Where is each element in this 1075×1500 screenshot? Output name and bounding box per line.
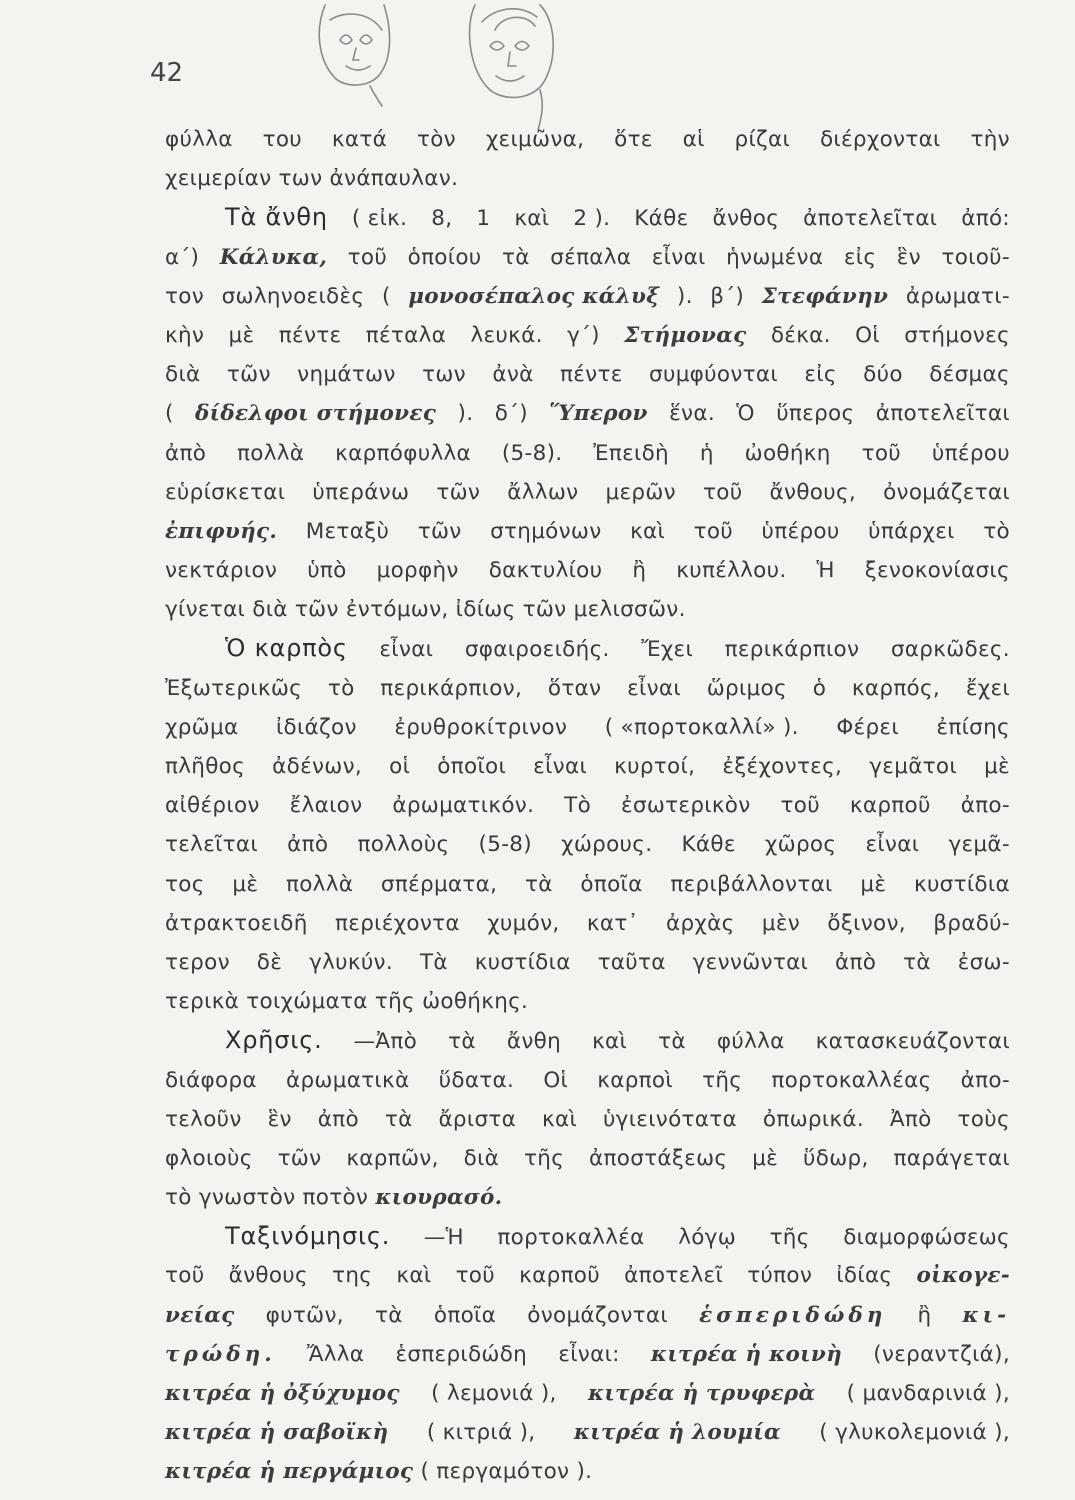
text-fragment: γεμᾶ- (948, 832, 1010, 858)
text-fragment: βραδύ- (933, 910, 1010, 936)
text-fragment: ὑπέρου (761, 518, 840, 544)
section-heading: Ταξινόμησις. (225, 1222, 391, 1251)
text-fragment: χρῶμα (165, 714, 239, 740)
emphasis-term: ἐπιφυής. (165, 518, 278, 544)
text-fragment: γεννῶνται (692, 949, 809, 975)
text-line (165, 316, 1010, 355)
text-fragment: τῶν (226, 362, 271, 388)
text-fragment: ταῦτα (597, 949, 666, 975)
text-fragment: παράγεται (893, 1145, 1010, 1171)
text-fragment: τύπον (747, 1263, 813, 1289)
text-fragment: ἀρωματικόν. (392, 793, 535, 819)
text-fragment: ἀποτελεῖται (875, 401, 1010, 427)
text-fragment: ). (676, 283, 693, 309)
text-fragment: ( εἰκ. (351, 206, 408, 232)
text-fragment: στήμονες (904, 322, 1010, 348)
emphasis-term: κιτρέα ἡ τρυφερὰ (587, 1381, 816, 1406)
text-fragment: φύλλα (716, 1029, 785, 1055)
text-fragment: των (422, 362, 466, 388)
emphasis-term: κιουρασό. (375, 1185, 503, 1211)
emphasis-term: κιτρέα ἡ ὀξύχυμος (165, 1381, 400, 1406)
emphasis-term: Στεφάνην (761, 283, 889, 309)
text-fragment: σαρκῶδες. (890, 637, 1010, 663)
text-fragment: ( γλυκολεμονιά ), (819, 1420, 1010, 1446)
text-fragment: ἢ (917, 1302, 932, 1328)
text-fragment: καρποῦ (519, 1263, 601, 1289)
text-fragment: Ἡ (816, 558, 835, 584)
text-line (165, 786, 1010, 825)
text-fragment: ὑπὸ (307, 558, 347, 584)
text-fragment: ἰδίας (836, 1263, 893, 1289)
text-line (165, 669, 1010, 708)
emphasis-term: κιτρέα ἡ κοινὴ (650, 1341, 843, 1367)
text-fragment: ( (165, 401, 174, 427)
text-fragment: κυπέλλου. (676, 558, 787, 584)
text-line (165, 1452, 1010, 1491)
text-fragment: τῶν (277, 1145, 322, 1171)
text-fragment: εἶναι (865, 832, 920, 858)
text-fragment: τὰ (375, 1302, 403, 1328)
text-fragment: τὸν (416, 127, 456, 152)
text-fragment: αἱ (682, 127, 705, 152)
text-fragment: ὁποῖα (433, 1302, 497, 1328)
text-fragment: χειμῶνα, (485, 127, 585, 152)
text-fragment: τοῦ (347, 244, 388, 270)
text-fragment: ἰδιάζον (275, 714, 357, 740)
text-fragment: εἶναι: (558, 1341, 620, 1367)
emphasis-term: οἰκογε- (916, 1263, 1010, 1289)
text-fragment: περικάρπιον (724, 637, 860, 663)
text-fragment: Κάθε (634, 206, 689, 232)
emphasis-term: νείας (165, 1302, 235, 1328)
text-fragment: ἀρχὰς (665, 910, 735, 936)
text-fragment: καὶ (396, 1263, 432, 1289)
text-fragment: πολλοὺς (357, 832, 450, 858)
text-fragment: δέσμας (929, 362, 1010, 388)
text-fragment: ἀνὰ (492, 362, 534, 388)
text-fragment: τοῦ (780, 793, 820, 819)
text-fragment: τὰ (502, 244, 530, 270)
text-fragment: τῆς (769, 1225, 810, 1251)
text-fragment: ὕπερος (776, 401, 855, 427)
text-fragment: ἐξέχοντες, (722, 754, 843, 779)
text-fragment: ὁποῖα (580, 871, 643, 897)
text-fragment: σπέρματα, (380, 871, 498, 897)
text-fragment: ὑπεράνω (312, 479, 410, 505)
text-fragment: ἄνθη (506, 1029, 562, 1055)
text-fragment: ἐρυθροκίτρινον (394, 714, 568, 740)
text-fragment: Φέρει (836, 714, 899, 740)
text-line (165, 1256, 1010, 1295)
text-fragment: ( (381, 283, 391, 309)
text-fragment: (5-8). (501, 440, 563, 466)
text-fragment: ὑγιεινότατα (602, 1106, 737, 1132)
text-fragment: Ἔχει (641, 637, 694, 663)
text-fragment: πέντε (560, 362, 623, 388)
text-fragment: πορτοκαλλέας (771, 1067, 932, 1093)
text-fragment: ). (457, 401, 474, 427)
text-fragment: φυτῶν, (265, 1302, 344, 1328)
text-fragment: νεκτάριον (165, 558, 278, 584)
text-fragment: ξενοκονίασις (864, 558, 1010, 584)
text-fragment: ἄνθους, (769, 479, 857, 505)
text-fragment: μερῶν (605, 479, 676, 505)
text-fragment: ἀτρακτοειδῆ (165, 910, 308, 936)
text-fragment: χειμερίαν των ἀνάπαυλαν. (165, 166, 459, 192)
text-fragment: ἓν (896, 244, 921, 270)
text-line (165, 1335, 1010, 1374)
text-fragment: ( περγαμότον ). (413, 1459, 593, 1485)
text-line (165, 1178, 1010, 1217)
text-fragment: καρπόφυλλα (335, 440, 471, 466)
text-fragment: γ΄) (567, 322, 600, 348)
text-fragment: τὰ (384, 1106, 413, 1132)
text-fragment: τοῦ (693, 518, 734, 544)
text-line (165, 1296, 1010, 1335)
text-fragment: ἀρωματικὰ (286, 1067, 410, 1093)
text-fragment: ἡνωμένα (726, 244, 824, 270)
text-fragment: τοῦ (455, 1263, 496, 1289)
text-line (165, 1374, 1010, 1413)
emphasis-term: Στήμονας (624, 322, 747, 348)
text-fragment: γεμᾶτοι (869, 754, 957, 779)
emphasis-term: κιτρέα ἡ σαβοϊκὴ (165, 1420, 389, 1446)
text-fragment: ἐσωτερικὸν (621, 793, 751, 819)
emphasis-term: τρώδη. (165, 1341, 276, 1367)
text-fragment: ἀποτελεῖ (624, 1263, 724, 1289)
emphasis-term: κι- (962, 1302, 1010, 1328)
text-line (165, 120, 1010, 159)
text-line (165, 1100, 1010, 1139)
text-fragment: ἀποστάξεως (589, 1145, 728, 1171)
text-fragment: λόγῳ (678, 1225, 736, 1251)
text-fragment: περιέχοντα (335, 910, 460, 936)
text-fragment: ἑσπεριδώδη (395, 1341, 528, 1367)
emphasis-term: κιτρέα ἡ περγάμιος (165, 1459, 414, 1485)
text-fragment: κατασκευάζονται (815, 1029, 1010, 1055)
text-fragment: ἀπὸ (287, 832, 329, 858)
text-fragment: Τὰ (419, 949, 448, 975)
text-fragment: οἱ (389, 754, 411, 779)
text-fragment: περικάρπιον, (380, 675, 523, 701)
text-fragment: ἀπὸ (835, 949, 877, 975)
text-fragment: (νεραντζιά), (873, 1341, 1010, 1367)
text-fragment: νημάτων (297, 362, 396, 388)
text-fragment: κατ᾽ (586, 910, 639, 936)
text-fragment: καὶ (592, 1029, 628, 1055)
text-line (165, 512, 1010, 551)
text-fragment: του (262, 127, 303, 152)
text-fragment: ὑπάρχει (868, 518, 955, 544)
text-fragment: κὴν (165, 322, 205, 348)
text-fragment: καρπῶν, (346, 1145, 439, 1171)
text-fragment: συμφύονται (649, 362, 778, 388)
text-fragment: στημόνων (490, 518, 602, 544)
emphasis-term: Κάλυκα, (219, 244, 328, 270)
text-fragment: λευκά. (470, 322, 543, 348)
section-heading: Ὁ καρπὸς (225, 634, 348, 663)
text-line (165, 355, 1010, 394)
text-fragment: Οἱ (855, 322, 880, 348)
text-fragment: ἡ (699, 440, 714, 466)
text-fragment: ἀπο- (960, 793, 1010, 819)
text-line (165, 629, 1010, 668)
text-fragment: ἐπίσης (936, 714, 1010, 740)
text-fragment: 1 (476, 206, 491, 232)
text-fragment: σωληνοειδὲς (221, 283, 365, 309)
text-fragment: σέπαλα (550, 244, 632, 270)
text-fragment: ὁποίου (407, 244, 482, 270)
text-line (165, 590, 1010, 629)
section-heading: Χρῆσις. (225, 1026, 323, 1055)
text-line (165, 1217, 1010, 1256)
text-fragment: χώρους. (561, 832, 653, 858)
text-fragment: ὕδωρ, (803, 1145, 869, 1171)
text-fragment: πέντε (278, 322, 342, 348)
text-fragment: τελοῦν (165, 1106, 242, 1132)
text-fragment: τὸ γνωστὸν ποτὸν (165, 1185, 376, 1211)
text-fragment: ( μανδαρινιά ), (846, 1381, 1010, 1406)
text-fragment: δ΄) (494, 401, 528, 427)
text-fragment: ἀπό: (961, 206, 1010, 232)
text-line (165, 1139, 1010, 1178)
text-fragment: τῶν (417, 518, 462, 544)
text-fragment: ὀνομάζεται (883, 479, 1010, 505)
text-fragment: τον (165, 283, 205, 309)
text-line (165, 943, 1010, 982)
text-line (165, 238, 1010, 277)
text-fragment: δακτυλίου (488, 558, 603, 584)
text-fragment: τοὺς (957, 1106, 1010, 1132)
text-fragment: ὁ (812, 675, 827, 701)
text-fragment: ( κιτριά ), (426, 1420, 536, 1446)
text-fragment: ὄξινον, (827, 910, 906, 936)
page-text (165, 120, 1010, 1492)
text-fragment: ἄνθους (228, 1263, 308, 1289)
text-fragment: δύο (863, 362, 903, 388)
text-line (165, 394, 1010, 433)
text-fragment: ὅτε (614, 127, 653, 152)
emphasis-term: ἑσπεριδώδη (699, 1302, 887, 1328)
text-fragment: ἄλλων (507, 479, 579, 505)
text-fragment: φύλλα (165, 127, 233, 152)
text-fragment: Ἐξωτερικῶς (165, 675, 303, 701)
text-fragment: ἀποτελεῖται (803, 206, 938, 232)
text-fragment: ἢ (632, 558, 647, 584)
text-fragment: ὠοθήκη (744, 440, 831, 466)
text-fragment: ὑπέρου (931, 440, 1010, 466)
text-fragment: μορφὴν (376, 558, 459, 584)
text-fragment: Οἱ (543, 1067, 569, 1093)
text-fragment: τῆς (702, 1067, 743, 1093)
emphasis-term: Ὕπερον (549, 401, 648, 427)
text-fragment: χῶρος (764, 832, 837, 858)
sketch-doodle (300, 0, 580, 130)
text-fragment: γίνεται διὰ τῶν ἐντόμων, ἰδίως τῶν μελισσῶν. (165, 597, 686, 623)
text-line (165, 1413, 1010, 1452)
text-fragment: 2 ). (573, 206, 611, 232)
text-fragment: εἶναι (533, 754, 588, 779)
text-fragment: —Ἡ (423, 1225, 464, 1251)
emphasis-term: μονοσέπαλος κάλυξ (408, 283, 660, 309)
text-line (165, 159, 1010, 198)
text-fragment: τῶν (436, 479, 481, 505)
text-fragment: ρίζαι (734, 127, 791, 152)
text-fragment: δέκα. (770, 322, 831, 348)
text-fragment: τὸ (983, 518, 1010, 544)
text-fragment: διὰ (165, 362, 201, 388)
text-fragment: καὶ (514, 206, 550, 232)
text-fragment: τὰ (903, 949, 931, 975)
text-fragment: ὥριμος (706, 675, 787, 701)
text-fragment: τερικὰ τοιχώματα τῆς ὠοθήκης. (165, 989, 529, 1015)
emphasis-term: δίδελφοι στήμονες (195, 401, 437, 427)
text-fragment: καὶ (630, 518, 666, 544)
text-fragment: τος (165, 871, 205, 897)
text-fragment: β΄) (710, 283, 745, 309)
text-fragment: κυστίδια (474, 949, 571, 975)
text-fragment: εἶναι (651, 244, 706, 270)
text-fragment: μὲ (232, 871, 259, 897)
text-line (165, 434, 1010, 473)
text-fragment: (5-8) (478, 832, 532, 858)
text-fragment: αἰθέριον (165, 793, 260, 819)
text-fragment: μὲν (761, 910, 801, 936)
text-fragment: κατά (331, 127, 388, 152)
text-line (165, 473, 1010, 512)
text-fragment: ( λεμονιά ), (431, 1381, 557, 1406)
text-line (165, 747, 1010, 786)
text-fragment: τὰ (448, 1029, 476, 1055)
section-heading: Τὰ ἄνθη (225, 203, 328, 232)
text-fragment: φλοιοὺς (165, 1145, 253, 1171)
text-fragment: ἄνθος (712, 206, 780, 232)
text-fragment: καὶ (542, 1106, 578, 1132)
text-fragment: εἰς (804, 362, 837, 388)
text-fragment: εἰς (843, 244, 877, 270)
text-fragment: α΄) (165, 244, 200, 270)
text-fragment: τὸ (327, 675, 355, 701)
emphasis-term: κιτρέα ἡ λουμία (573, 1420, 781, 1446)
text-fragment: Ἄλλα (306, 1341, 365, 1367)
text-fragment: περιβάλλονται (670, 871, 833, 897)
text-fragment: καρποὶ (597, 1067, 673, 1093)
page-number: 42 (150, 58, 184, 88)
text-fragment: μὲ (228, 322, 255, 348)
text-fragment: ( «πορτοκαλλί» ). (604, 714, 799, 740)
text-line (165, 825, 1010, 864)
text-fragment: κυρτοί, (614, 754, 696, 779)
text-fragment: ἀδένων, (272, 754, 363, 779)
text-fragment: μὲ (752, 1145, 779, 1171)
text-fragment: Κάθε (681, 832, 736, 858)
text-fragment: δὲ (256, 949, 283, 975)
text-fragment: τὴν (970, 127, 1010, 152)
text-line (165, 1061, 1010, 1100)
text-fragment: ἓν (267, 1106, 292, 1132)
text-fragment: πέταλα (365, 322, 447, 348)
text-line (165, 904, 1010, 943)
text-line (165, 982, 1010, 1021)
text-fragment: τῆς (524, 1145, 565, 1171)
text-fragment: τοιοῦ- (941, 244, 1010, 270)
text-fragment: ὕδατα. (438, 1067, 515, 1093)
text-fragment: τὰ (524, 871, 553, 897)
text-fragment: τοῦ (861, 440, 902, 466)
text-fragment: ἔχει (965, 675, 1010, 701)
text-fragment: τοῦ (703, 479, 743, 505)
text-line (165, 551, 1010, 590)
text-fragment: 8, (431, 206, 453, 232)
text-line (165, 1021, 1010, 1060)
text-fragment: ἀρωματι- (905, 283, 1010, 309)
text-fragment: πολλὰ (237, 440, 305, 466)
text-fragment: τελεῖται (165, 832, 258, 858)
text-fragment: ὀνομάζονται (527, 1302, 668, 1328)
text-fragment: ἔλαιον (289, 793, 363, 819)
text-fragment: Τὸ (564, 793, 592, 819)
text-fragment: καρπός, (851, 675, 941, 701)
text-fragment: ἀπὸ (317, 1106, 359, 1132)
text-fragment: εἶναι (627, 675, 681, 701)
text-fragment: ὅταν (547, 675, 602, 701)
text-fragment: γλυκύν. (309, 949, 394, 975)
text-fragment: της (332, 1263, 373, 1289)
text-fragment: χυμόν, (487, 910, 560, 936)
text-fragment: καρποῦ (849, 793, 931, 819)
text-fragment: πλῆθος (165, 754, 246, 779)
text-fragment: μὲ (984, 754, 1010, 779)
text-fragment: διὰ (463, 1145, 500, 1171)
text-fragment: ἄριστα (438, 1106, 517, 1132)
text-fragment: ἀπὸ (165, 440, 207, 466)
text-fragment: διέρχονται (819, 127, 941, 152)
text-fragment: εὑρίσκεται (165, 479, 286, 505)
text-fragment: τὰ (658, 1029, 686, 1055)
text-line (165, 277, 1010, 316)
text-fragment: ὁποῖοι (437, 754, 507, 779)
text-line (165, 865, 1010, 904)
text-fragment: τερον (165, 949, 230, 975)
text-fragment: μὲ (860, 871, 887, 897)
text-fragment: εἶναι (379, 637, 434, 663)
text-fragment: Ὁ (736, 401, 755, 427)
text-fragment: διαμορφώσεως (843, 1225, 1010, 1251)
text-fragment: Ἐπειδὴ (593, 440, 669, 466)
text-fragment: διάφορα (165, 1067, 257, 1093)
text-fragment: ὀπωρικά. (762, 1106, 864, 1132)
text-fragment: ἕνα. (669, 401, 715, 427)
text-fragment: Μεταξὺ (305, 518, 390, 544)
text-fragment: —Ἀπὸ (353, 1029, 418, 1055)
text-fragment: πολλὰ (285, 871, 354, 897)
text-fragment: κυστίδια (913, 871, 1010, 897)
text-fragment: σφαιροειδής. (464, 637, 610, 663)
text-fragment: ἐσω- (957, 949, 1010, 975)
text-fragment: ἀπο- (960, 1067, 1010, 1093)
text-line (165, 708, 1010, 747)
text-line (165, 198, 1010, 237)
text-fragment: τοῦ (165, 1263, 205, 1289)
text-fragment: Ἀπὸ (889, 1106, 932, 1132)
text-fragment: πορτοκαλλέα (497, 1225, 645, 1251)
